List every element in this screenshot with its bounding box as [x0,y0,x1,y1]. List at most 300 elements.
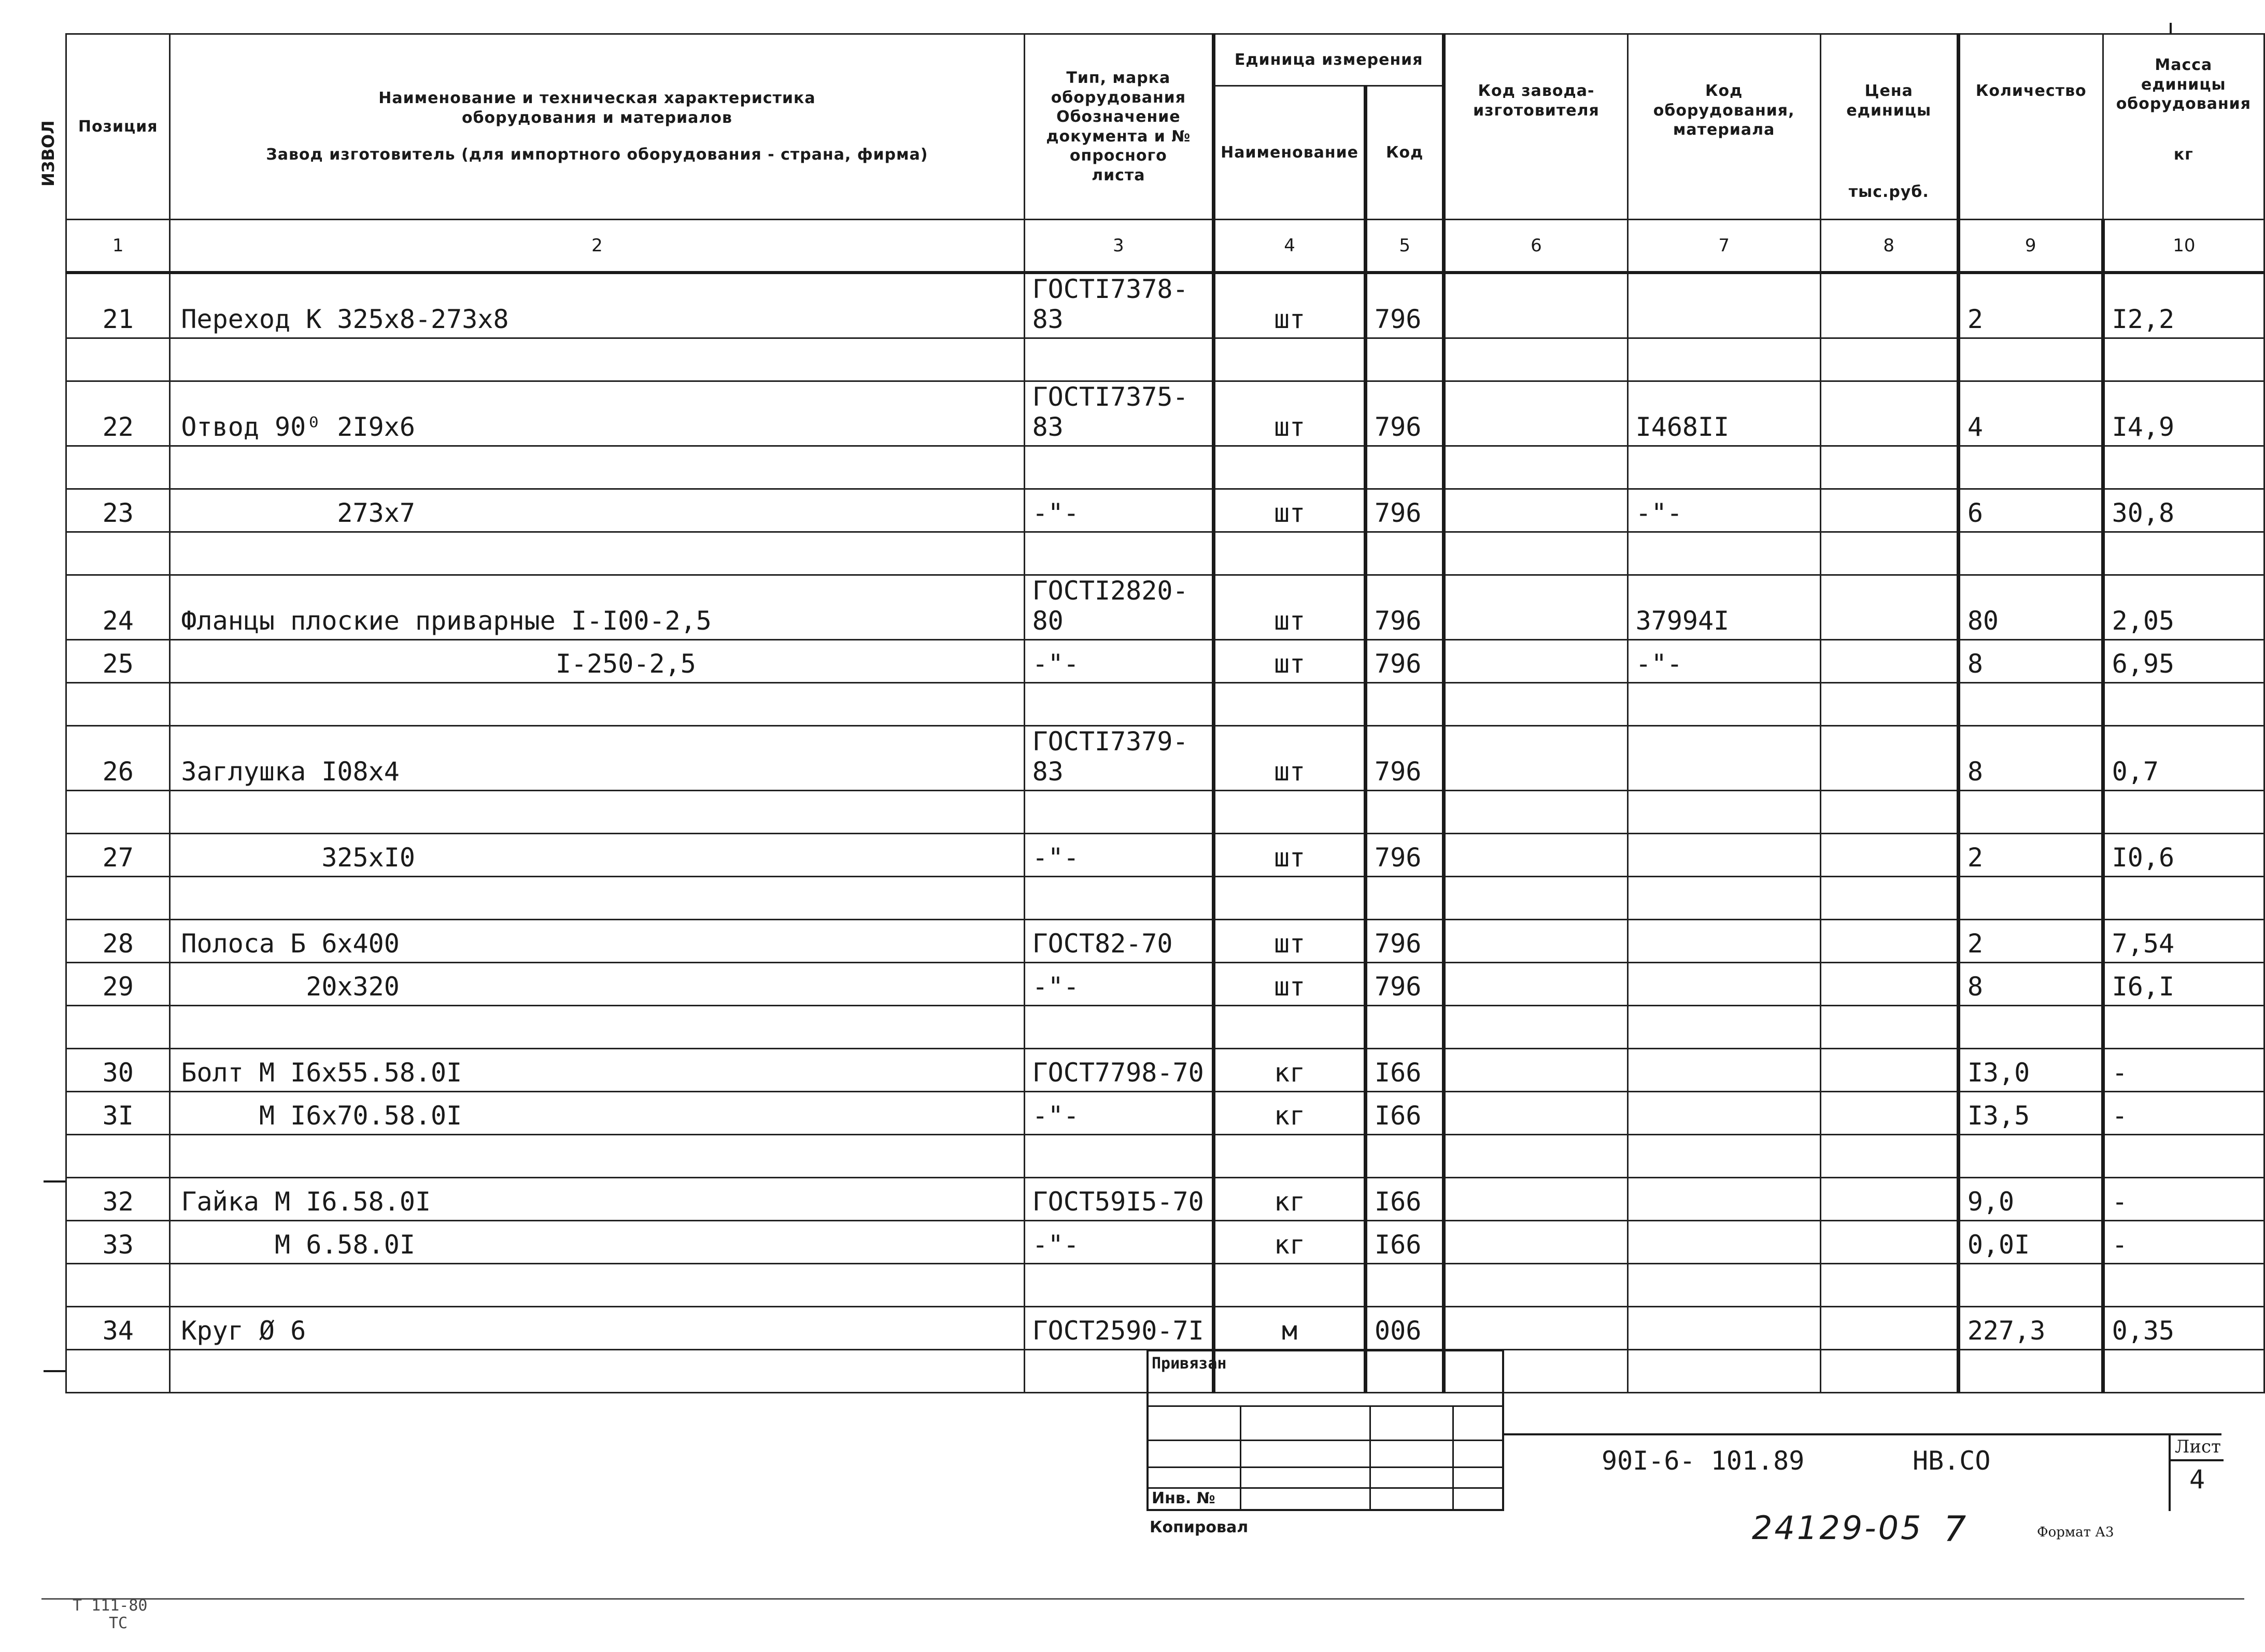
header-mass-label: Масса единицы оборудования [2116,56,2251,113]
header-unit-name: Наименование [1214,86,1366,220]
form-code-line2: ТС [109,1614,128,1632]
cell-qty: 80 [1958,575,2103,639]
table-row [66,338,2264,381]
header-mass [2103,34,2264,220]
format-label: Формат А3 [2037,1525,2114,1540]
cell-type: -"- [1024,833,1214,876]
cell-code: 796 [1366,273,1444,338]
cell-type [1024,1134,1214,1177]
cell-type: ГОСТ2590-7I [1024,1306,1214,1349]
document-mark: НВ.СО [1913,1446,1991,1476]
column-number: 7 [1627,220,1820,273]
cell-price [1820,1134,1958,1177]
cell-qty: 9,0 [1958,1177,2103,1220]
cell-unit: кг [1214,1048,1366,1091]
handwritten-code: 24129-05 [1752,1509,1923,1547]
cell-plant [1444,1177,1627,1220]
cell-equip [1627,790,1820,833]
cell-equip: I468II [1627,381,1820,446]
cell-equip [1627,833,1820,876]
cell-code: I66 [1366,1220,1444,1263]
cell-pos: 29 [66,962,170,1005]
form-code [73,1597,148,1632]
cell-pos: 23 [66,489,170,532]
cell-mass: 0,7 [2103,725,2264,790]
cell-code [1366,446,1444,489]
cell-unit: шт [1214,273,1366,338]
stamp-grid [1146,1349,1504,1511]
cell-equip [1627,876,1820,919]
cell-equip [1627,1349,1820,1392]
cell-equip [1627,446,1820,489]
cell-code: 796 [1366,639,1444,682]
cell-code [1366,532,1444,575]
cell-code [1366,1134,1444,1177]
table-row [66,575,2264,639]
column-number-row [66,220,2264,273]
cell-equip: -"- [1627,489,1820,532]
cell-unit [1214,682,1366,725]
cell-mass [2103,1263,2264,1306]
form-code-line1: Т 111-80 [73,1597,148,1615]
cell-mass [2103,790,2264,833]
header-mass-unit: кг [2173,145,2193,164]
cell-qty: 8 [1958,725,2103,790]
cell-qty: 227,3 [1958,1306,2103,1349]
cell-equip: 37994I [1627,575,1820,639]
cell-code: 796 [1366,725,1444,790]
cell-equip [1627,1005,1820,1048]
cell-type: ГОСТI7379-83 [1024,725,1214,790]
cell-equip [1627,273,1820,338]
table-row [66,639,2264,682]
cell-plant [1444,489,1627,532]
header-position: Позиция [66,34,170,220]
header-name-line1: Наименование и техническая характеристика [378,89,816,108]
cell-equip [1627,1306,1820,1349]
cell-pos [66,1005,170,1048]
cell-plant [1444,1091,1627,1134]
cell-code: I66 [1366,1177,1444,1220]
cell-type: ГОСТ7798-70 [1024,1048,1214,1091]
cell-price [1820,876,1958,919]
cell-price [1820,1048,1958,1091]
cell-price [1820,1005,1958,1048]
table-row [66,381,2264,446]
cell-name: Фланцы плоские приварные I-I00-2,5 [170,575,1024,639]
cell-unit: шт [1214,639,1366,682]
sheet-number: 4 [2189,1464,2205,1494]
sheet-label: Лист [2175,1436,2221,1457]
cell-unit: шт [1214,833,1366,876]
cell-type: ГОСТ59I5-70 [1024,1177,1214,1220]
cell-plant [1444,790,1627,833]
header-name-line3: Завод изготовитель (для импортного оборудования - страна, фирма) [266,146,928,164]
cell-code [1366,1005,1444,1048]
cell-mass: - [2103,1048,2264,1091]
cell-plant [1444,1263,1627,1306]
cell-mass [2103,532,2264,575]
cell-qty [1958,876,2103,919]
cell-name [170,446,1024,489]
cell-price [1820,1349,1958,1392]
cell-qty: 2 [1958,273,2103,338]
table-row [66,446,2264,489]
cell-plant [1444,446,1627,489]
cell-name: Полоса Б 6х400 [170,919,1024,962]
cell-plant [1444,1048,1627,1091]
cell-price [1820,919,1958,962]
cell-plant [1444,1220,1627,1263]
cell-code: I66 [1366,1048,1444,1091]
cell-equip [1627,682,1820,725]
cell-equip [1627,1177,1820,1220]
cell-code: 796 [1366,575,1444,639]
cell-pos [66,876,170,919]
cell-mass: 7,54 [2103,919,2264,962]
table-row [66,273,2264,338]
cell-equip [1627,1091,1820,1134]
cell-type: -"- [1024,1220,1214,1263]
bottom-rule [41,1598,2244,1600]
cell-type: ГОСТ82-70 [1024,919,1214,962]
cell-mass: - [2103,1091,2264,1134]
margin-tick [44,1180,65,1183]
cell-price [1820,575,1958,639]
cell-type [1024,532,1214,575]
table-row [66,876,2264,919]
cell-qty: 2 [1958,919,2103,962]
table-row [66,725,2264,790]
cell-mass: 30,8 [2103,489,2264,532]
cell-price [1820,381,1958,446]
cell-qty: 8 [1958,962,2103,1005]
cell-qty: 2 [1958,833,2103,876]
cell-unit: шт [1214,962,1366,1005]
cell-equip [1627,1134,1820,1177]
cell-plant [1444,338,1627,381]
cell-pos: 32 [66,1177,170,1220]
cell-mass: I0,6 [2103,833,2264,876]
cell-pos: 26 [66,725,170,790]
column-number: 4 [1214,220,1366,273]
cell-unit: кг [1214,1220,1366,1263]
column-number: 6 [1444,220,1627,273]
cell-price [1820,532,1958,575]
column-number: 5 [1366,220,1444,273]
cell-code: I66 [1366,1091,1444,1134]
table-row [66,489,2264,532]
cell-equip [1627,1048,1820,1091]
cell-price [1820,962,1958,1005]
cell-type: ГОСТI7375-83 [1024,381,1214,446]
sheet-number-box [2169,1433,2224,1511]
cell-code: 796 [1366,833,1444,876]
cell-price [1820,489,1958,532]
cell-type: -"- [1024,489,1214,532]
cell-mass: I6,I [2103,962,2264,1005]
cell-type: -"- [1024,962,1214,1005]
cell-qty [1958,790,2103,833]
header-equip-code: Код оборудования, материала [1627,34,1820,220]
cell-qty [1958,1005,2103,1048]
cell-unit [1214,1005,1366,1048]
cell-plant [1444,381,1627,446]
cell-pos: 24 [66,575,170,639]
cell-price [1820,1220,1958,1263]
cell-qty: 6 [1958,489,2103,532]
cell-plant [1444,919,1627,962]
table-body [66,273,2264,1393]
cell-qty [1958,446,2103,489]
cell-price [1820,338,1958,381]
cell-plant [1444,273,1627,338]
table-row [66,1005,2264,1048]
cell-price [1820,1306,1958,1349]
cell-pos [66,1263,170,1306]
cell-code: 796 [1366,962,1444,1005]
cell-pos: 25 [66,639,170,682]
cell-type [1024,1263,1214,1306]
cell-price [1820,273,1958,338]
cell-code [1366,338,1444,381]
cell-mass [2103,682,2264,725]
cell-pos [66,532,170,575]
cell-name [170,532,1024,575]
cell-type [1024,338,1214,381]
column-number: 1 [66,220,170,273]
cell-code: 796 [1366,381,1444,446]
table-row [66,790,2264,833]
cell-unit [1214,1134,1366,1177]
cell-name [170,1005,1024,1048]
column-number: 8 [1820,220,1958,273]
cell-pos: 3I [66,1091,170,1134]
cell-price [1820,833,1958,876]
cell-plant [1444,1306,1627,1349]
cell-name [170,876,1024,919]
header-name-line2: оборудования и материалов [461,108,732,127]
cell-name: 325хI0 [170,833,1024,876]
header-type: Тип, марка оборудования Обозначение документа и № опросного листа [1024,34,1214,220]
cell-unit: м [1214,1306,1366,1349]
cell-pos: 27 [66,833,170,876]
header-name [170,34,1024,220]
column-number: 3 [1024,220,1214,273]
cell-mass: 2,05 [2103,575,2264,639]
cell-name: Гайка М I6.58.0I [170,1177,1024,1220]
cell-mass: - [2103,1177,2264,1220]
cell-name: Круг Ø 6 [170,1306,1024,1349]
cell-plant [1444,833,1627,876]
cell-plant [1444,639,1627,682]
cell-qty [1958,682,2103,725]
cell-type: ГОСТI7378-83 [1024,273,1214,338]
inventory-number-label: Инв. № [1152,1489,1215,1507]
header-qty: Количество [1958,34,2103,220]
table-row [66,1091,2264,1134]
cell-unit [1214,338,1366,381]
cell-price [1820,682,1958,725]
cell-plant [1444,876,1627,919]
cell-unit: шт [1214,919,1366,962]
cell-qty [1958,532,2103,575]
table-row [66,532,2264,575]
cell-unit [1214,446,1366,489]
table-row [66,682,2264,725]
cell-pos: 28 [66,919,170,962]
cell-unit: шт [1214,381,1366,446]
cell-qty [1958,1349,2103,1392]
cell-pos [66,338,170,381]
cell-unit: кг [1214,1091,1366,1134]
cell-plant [1444,1134,1627,1177]
cell-price [1820,446,1958,489]
cell-qty [1958,338,2103,381]
table-row [66,1263,2264,1306]
cell-pos [66,1134,170,1177]
table-row [66,1306,2264,1349]
cell-mass [2103,446,2264,489]
table-row [66,1177,2264,1220]
cell-pos: 30 [66,1048,170,1091]
table-row [66,1134,2264,1177]
margin-tick [44,1370,65,1372]
stamp-bound-label: Привязан [1152,1355,1227,1373]
cell-qty: I3,5 [1958,1091,2103,1134]
cell-type [1024,446,1214,489]
cell-mass: - [2103,1220,2264,1263]
cell-name [170,790,1024,833]
cell-type [1024,682,1214,725]
cell-qty: I3,0 [1958,1048,2103,1091]
cell-mass: 6,95 [2103,639,2264,682]
cell-equip [1627,338,1820,381]
cell-name: М 6.58.0I [170,1220,1024,1263]
cell-plant [1444,532,1627,575]
cell-code [1366,790,1444,833]
cell-equip [1627,725,1820,790]
header-plant-code: Код завода-изготовителя [1444,34,1627,220]
cell-plant [1444,682,1627,725]
cell-unit: шт [1214,725,1366,790]
cell-mass: I4,9 [2103,381,2264,446]
margin-tick [2170,23,2172,33]
cell-price [1820,790,1958,833]
table-row [66,962,2264,1005]
cell-price [1820,1263,1958,1306]
cell-name: Отвод 90⁰ 2I9х6 [170,381,1024,446]
cell-code: 796 [1366,919,1444,962]
table-row [66,919,2264,962]
cell-price [1820,725,1958,790]
cell-code: 006 [1366,1306,1444,1349]
column-number: 9 [1958,220,2103,273]
cell-unit [1214,876,1366,919]
cell-type: -"- [1024,1091,1214,1134]
cell-mass [2103,1134,2264,1177]
table-row [66,1220,2264,1263]
cell-qty: 8 [1958,639,2103,682]
cell-name [170,338,1024,381]
cell-plant [1444,575,1627,639]
cell-mass: I2,2 [2103,273,2264,338]
cell-equip [1627,962,1820,1005]
cell-name [170,682,1024,725]
cell-equip: -"- [1627,639,1820,682]
column-number: 2 [170,220,1024,273]
header-price-unit: тыс.руб. [1848,183,1929,201]
cell-type: -"- [1024,639,1214,682]
cell-code: 796 [1366,489,1444,532]
cell-name [170,1134,1024,1177]
cell-qty: 0,0I [1958,1220,2103,1263]
copied-label: Копировал [1150,1518,1249,1536]
cell-name [170,1349,1024,1392]
cell-equip [1627,919,1820,962]
cell-plant [1444,725,1627,790]
cell-name [170,1263,1024,1306]
cell-name: 273х7 [170,489,1024,532]
specification-table [65,33,2265,1393]
cell-qty [1958,1134,2103,1177]
cell-qty [1958,1263,2103,1306]
cell-pos: 34 [66,1306,170,1349]
cell-plant [1444,962,1627,1005]
cell-name: 20х320 [170,962,1024,1005]
cell-pos [66,1349,170,1392]
cell-unit: кг [1214,1177,1366,1220]
cell-equip [1627,532,1820,575]
cell-pos [66,682,170,725]
cell-name: Переход К 325х8-273х8 [170,273,1024,338]
cell-code [1366,682,1444,725]
cell-mass [2103,876,2264,919]
cell-equip [1627,1263,1820,1306]
cell-type [1024,876,1214,919]
cell-price [1820,639,1958,682]
cell-pos: 21 [66,273,170,338]
header-unit-group: Единица измерения [1214,34,1444,86]
cell-price [1820,1091,1958,1134]
column-number: 10 [2103,220,2264,273]
header-price [1820,34,1958,220]
header-unit-code: Код [1366,86,1444,220]
cell-unit [1214,532,1366,575]
cell-mass [2103,1349,2264,1392]
cell-type [1024,1005,1214,1048]
cell-pos: 22 [66,381,170,446]
cell-pos [66,446,170,489]
cell-plant [1444,1005,1627,1048]
cell-pos [66,790,170,833]
cell-mass [2103,338,2264,381]
cell-unit: шт [1214,575,1366,639]
cell-code [1366,876,1444,919]
cell-name: I-250-2,5 [170,639,1024,682]
table-row [66,1048,2264,1091]
cell-mass: 0,35 [2103,1306,2264,1349]
handwritten-page: 7 [1944,1509,1966,1550]
cell-mass [2103,1005,2264,1048]
header-price-label: Цена единицы [1846,82,1932,120]
cell-equip [1627,1220,1820,1263]
cell-unit [1214,790,1366,833]
cell-unit [1214,1263,1366,1306]
table-row [66,833,2264,876]
cell-name: Болт М I6х55.58.0I [170,1048,1024,1091]
cell-qty: 4 [1958,381,2103,446]
